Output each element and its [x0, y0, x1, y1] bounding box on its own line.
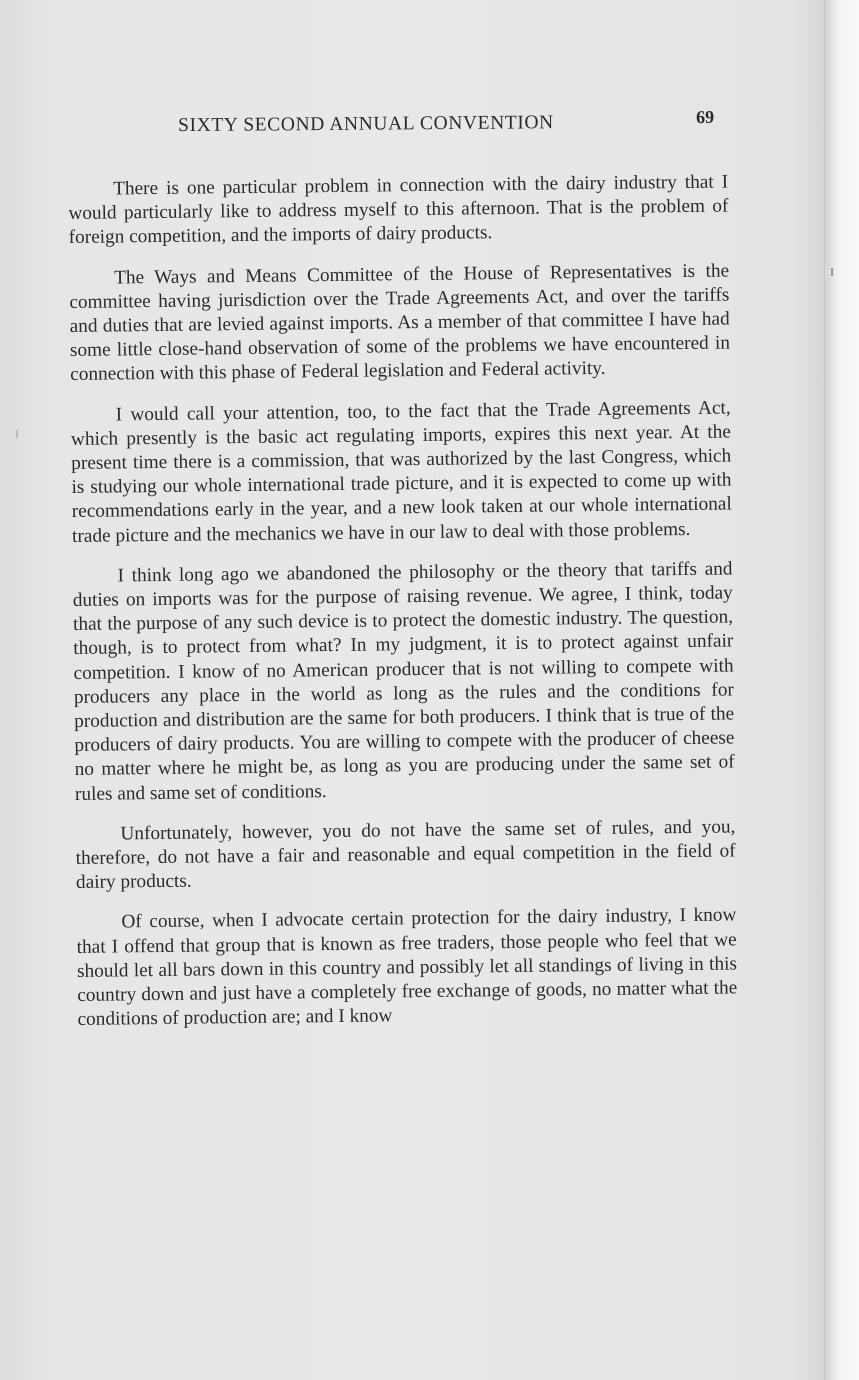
paragraph-3: I would call your attention, too, to the fact that the Trade Agreements Act, which presently is the basic act regulating imports, expires this next year. At the present time there is a commission, that was authorized by the last Congress, which is studying our whole international trade picture, and it is expected to come up with recommendations early in the year, and a new look taken at our whole international trade picture and the mechanics we have in our law to deal with those problems.	[70, 397, 732, 547]
paragraph-1: There is one particular problem in connection with the dairy industry that I would particularly like to address myself to this afternoon. That is the problem of foreign competition, and the imports of dairy products.	[68, 171, 729, 249]
margin-mark-left	[16, 430, 18, 438]
page-edge	[824, 0, 859, 1380]
margin-mark	[831, 268, 833, 276]
page-header	[70, 103, 730, 144]
page-number: 69	[696, 106, 715, 128]
paragraph-6: Of course, when I advocate certain protection for the dairy industry, I know that I offend that group that is known as free traders, those people who feel that we should let all bars down in this country and possibly let all standings of living in this country down and just have a completely free exchange of goods, no matter what the conditions of production are; and I know	[76, 904, 738, 1031]
paragraph-4: I think long ago we abandoned the philosophy or the theory that tariffs and duties on imports was for the purpose of raising revenue. We agree, I think, today that the purpose of any such device is to protect the domestic industry. The question, though, is to protect from what? In my judgment, it is to protect against unfair competition. I know of no American producer that is not willing to compete with producers any place in the world as long as the rules and the conditions for production and distribution are the same for both producers. I think that is true of the producers of dairy products. You are willing to compete with the producer of cheese no matter where he might be, as long as you are producing under the same set of rules and same set of conditions.	[72, 558, 735, 805]
running-head: SIXTY SECOND ANNUAL CONVENTION	[178, 112, 554, 137]
body-text	[68, 171, 738, 1049]
paragraph-2: The Ways and Means Committee of the House of Representatives is the committee having jurisdiction over the Trade Agreements Act, and over the tariffs and duties that are levied against imports. As a member of that committee I have had some little close-hand observation of some of the problems we have encountered in connection with this phase of Federal legislation and Federal activity.	[69, 260, 731, 386]
paragraph-5: Unfortunately, however, you do not have the same set of rules, and you, therefore, do not have a fair and reasonable and equal competition in the field of dairy products.	[75, 816, 736, 894]
